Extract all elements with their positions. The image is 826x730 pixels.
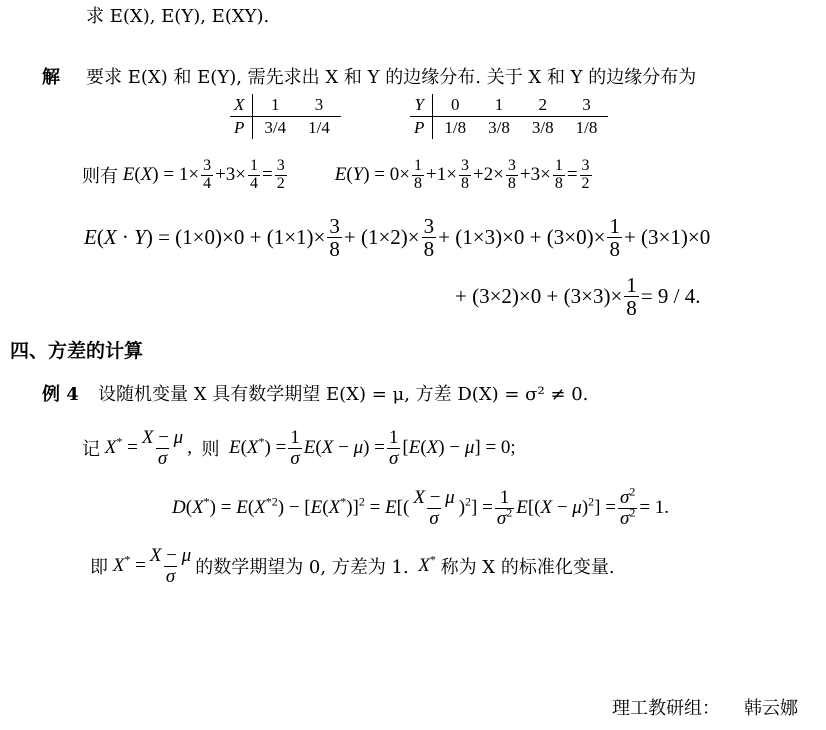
top-line: 求 E(X), E(Y), E(XY).: [86, 6, 270, 27]
table-y-prob-head: P: [410, 117, 433, 140]
solution-intro: 要求 E(X) 和 E(Y), 需先求出 X 和 Y 的边缘分布. 关于 X 和 Y 的边缘分布为: [86, 67, 697, 88]
solution-label: 解: [42, 67, 60, 88]
table-y-value: 3: [565, 94, 609, 117]
table-x-value: 3: [297, 94, 341, 117]
table-y-value: 1: [477, 94, 521, 117]
standardize-line: 记 X* = $\frac{X - \mu}{\sigma}$ , 则 E(X*) = $\frac{1}{\sigma}$ E(X − μ) = $\frac{1}{\sigma}$ [E(X) − μ] = 0;: [82, 427, 516, 469]
table-y-prob: 3/8: [488, 118, 510, 137]
ji-result-prefix: 即: [90, 557, 108, 579]
variance-line: $D(X^*) = E(X^{*2}) - [E(X^*)]^2 = E$[( $\frac{X - \mu}{\sigma}$ )$^2$] = $\frac{1}{\sigma^2}$ $E[(X - \mu)^2]$ = $\frac{\sigma^2}{\sigma^2}$ = 1.: [172, 484, 670, 529]
table-x-value: 1: [253, 94, 297, 117]
table-x: [230, 94, 341, 139]
table-y-prob: 3/8: [531, 118, 554, 137]
expectation-line: 则有 E(X) = 1× $\frac{3}{4}$ +3× $\frac{1}{4}$ = $\frac{3}{2}$ E(Y) = 0× $\frac{1}{8}$ +1× $\frac{3}{8}$ +2× $\frac{3}{8}$ +3× $\frac{1}{8}$ = $\frac{3}{2}$: [82, 157, 590, 192]
table-x-prob-head: P: [230, 117, 253, 140]
example-text: 设随机变量 X 具有数学期望 E(X) = μ, 方差 D(X) = σ² ≠ 0.: [98, 384, 589, 405]
table-x-prob: 3/4: [264, 118, 287, 137]
table-x-head: X: [230, 94, 253, 117]
conclusion-line: 即 X* = $\frac{X - \mu}{\sigma}$ 的数学期望为 0, 方差为 1. X* 称为 X 的标准化变量.: [90, 545, 615, 587]
table-y-prob: 1/8: [575, 118, 598, 137]
table-y: [410, 94, 608, 139]
then-label: 则有: [82, 166, 118, 188]
example-label: 例 4: [42, 384, 79, 405]
table-y-value: 0: [433, 94, 477, 117]
footer-group: 理工教研组：: [612, 698, 720, 719]
exy-line-1: E(X · Y) = (1×0)×0 + (1×1)× $\frac{3}{8}$ + (1×2)× $\frac{3}{8}$ + (1×3)×0 + (3×0)× $\frac{1}{8}$ + (3×1)×0: [84, 214, 711, 262]
table-y-head: Y: [410, 94, 433, 117]
exy-line-2: + (3×2)×0 + (3×3)× $\frac{1}{8}$ = 9 / 4.: [455, 273, 701, 321]
ji-result-suffix: 的数学期望为 0, 方差为 1.: [195, 557, 409, 579]
footer-author: 韩云娜: [744, 698, 798, 719]
ze-label: 则: [201, 439, 220, 461]
ji-result-tail: 称为 X 的标准化变量.: [440, 557, 615, 579]
table-x-prob: 1/4: [308, 118, 330, 137]
section-title: 四、方差的计算: [10, 340, 144, 362]
ji-label: 记: [82, 439, 100, 461]
table-y-value: 2: [521, 94, 565, 117]
table-y-prob: 1/8: [444, 118, 467, 137]
